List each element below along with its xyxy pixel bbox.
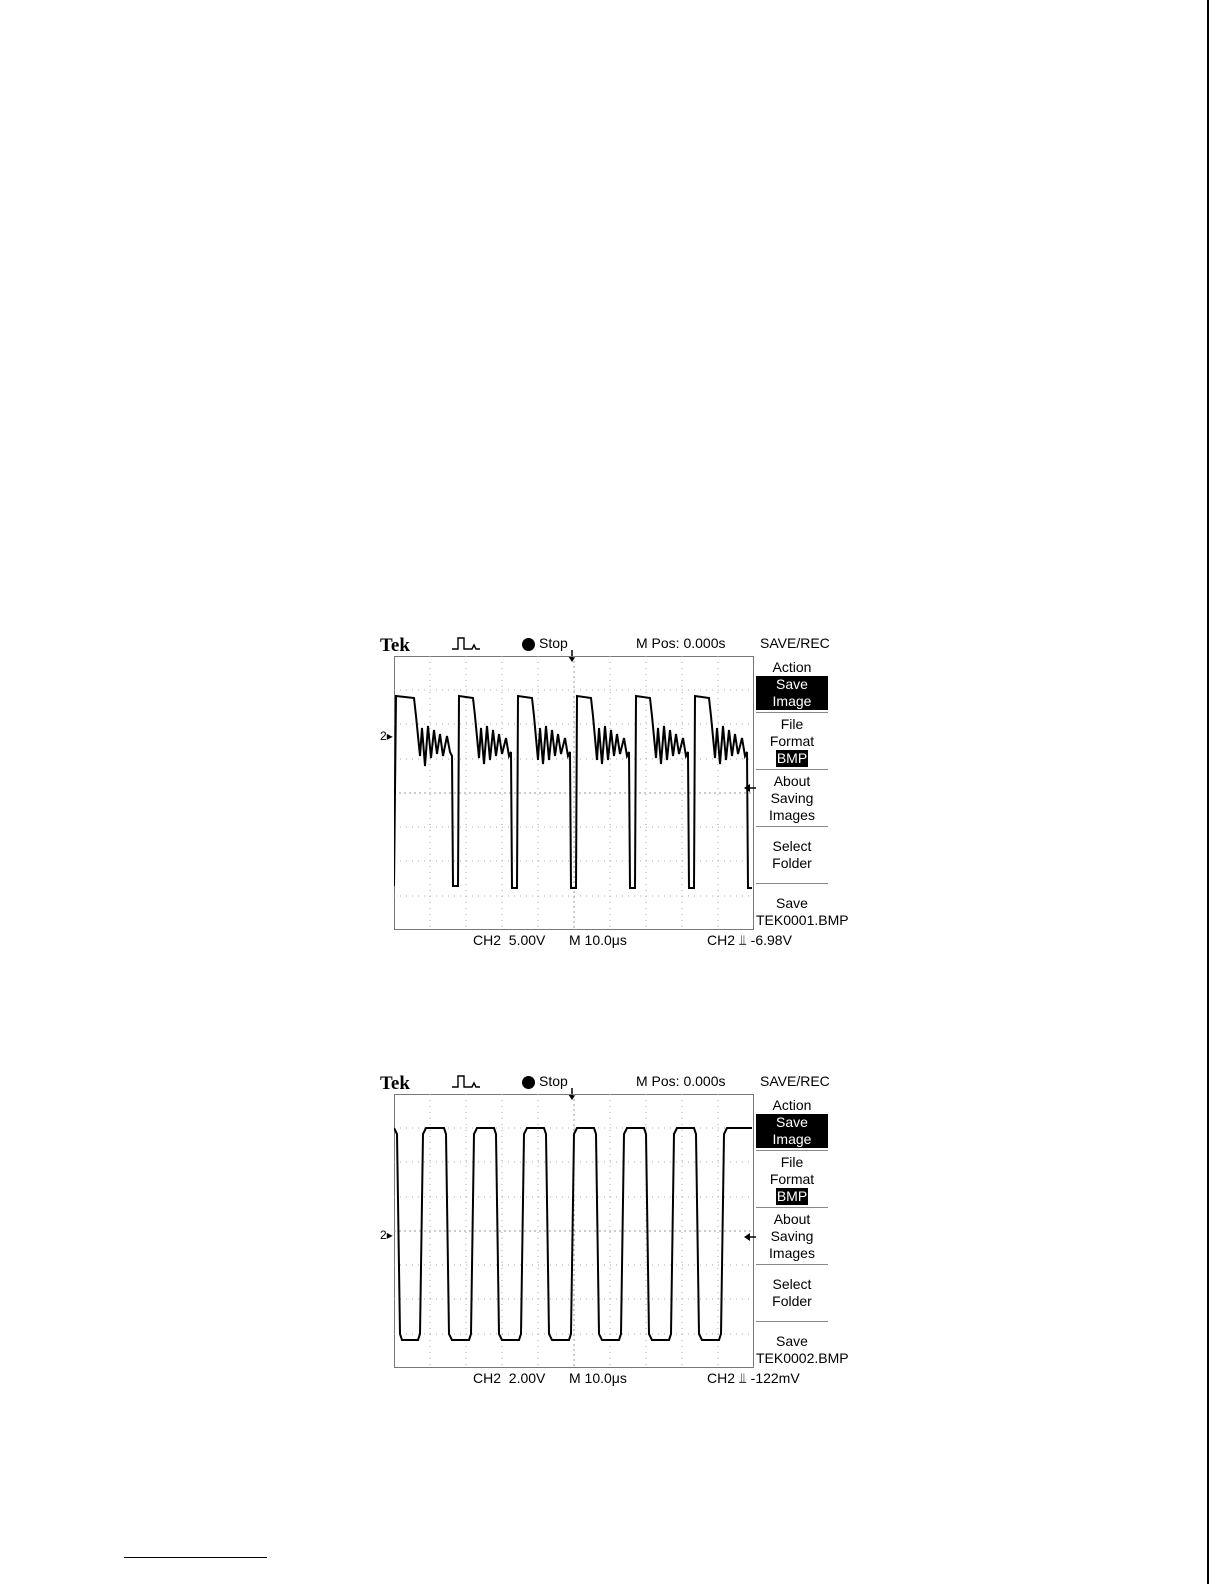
brand-logo: Tek: [380, 1073, 410, 1094]
acquisition-status: Stop: [539, 635, 568, 651]
brand-logo: Tek: [380, 635, 410, 656]
menu-select-folder-button[interactable]: Select Folder: [756, 827, 828, 884]
trigger-readout: CH2 ⫫ -6.98V: [707, 932, 792, 948]
save-recall-menu: [756, 656, 849, 940]
trigger-type-icon: [452, 1073, 480, 1089]
menu-save-button[interactable]: Save TEK0001.BMP: [756, 895, 849, 928]
waveform-graticule-1: [394, 656, 754, 930]
stop-status-icon: [522, 638, 535, 651]
menu-action-button[interactable]: Action Save Image: [756, 1094, 828, 1151]
menu-title: SAVE/REC: [760, 1073, 830, 1089]
oscilloscope-capture-2: [376, 1068, 849, 1393]
acquisition-status: Stop: [539, 1073, 568, 1089]
waveform-trace-2: [394, 1128, 752, 1340]
trigger-type-icon: [452, 635, 480, 651]
menu-title: SAVE/REC: [760, 635, 830, 651]
channel-scale-readout: CH2 2.00V: [473, 1370, 546, 1386]
channel-2-ground-marker: 2▸: [380, 729, 393, 743]
timebase-readout: M 10.0μs: [569, 932, 627, 948]
menu-about-saving-images-button[interactable]: About Saving Images: [756, 770, 828, 827]
horizontal-position: M Pos: 0.000s: [636, 635, 726, 651]
menu-about-saving-images-button[interactable]: About Saving Images: [756, 1208, 828, 1265]
channel-scale-readout: CH2 5.00V: [473, 932, 546, 948]
save-recall-menu: [756, 1094, 849, 1378]
menu-select-folder-button[interactable]: Select Folder: [756, 1265, 828, 1322]
waveform-graticule-2: [394, 1094, 754, 1368]
oscilloscope-capture-1: [376, 630, 849, 955]
menu-action-button[interactable]: Action Save Image: [756, 656, 828, 713]
stop-status-icon: [522, 1076, 535, 1089]
trigger-level-arrow-icon: [744, 1232, 756, 1242]
menu-file-format-button[interactable]: File Format BMP: [756, 713, 828, 770]
right-margin-rule: [1207, 0, 1209, 1584]
trigger-level-arrow-icon: [744, 783, 756, 793]
waveform-trace-1: [394, 696, 752, 888]
trigger-readout: CH2 ⫫ -122mV: [707, 1370, 800, 1386]
horizontal-position: M Pos: 0.000s: [636, 1073, 726, 1089]
footnote-rule: [124, 1557, 267, 1558]
menu-file-format-button[interactable]: File Format BMP: [756, 1151, 828, 1208]
channel-2-ground-marker: 2▸: [380, 1228, 393, 1242]
menu-save-button[interactable]: Save TEK0002.BMP: [756, 1333, 849, 1366]
timebase-readout: M 10.0μs: [569, 1370, 627, 1386]
